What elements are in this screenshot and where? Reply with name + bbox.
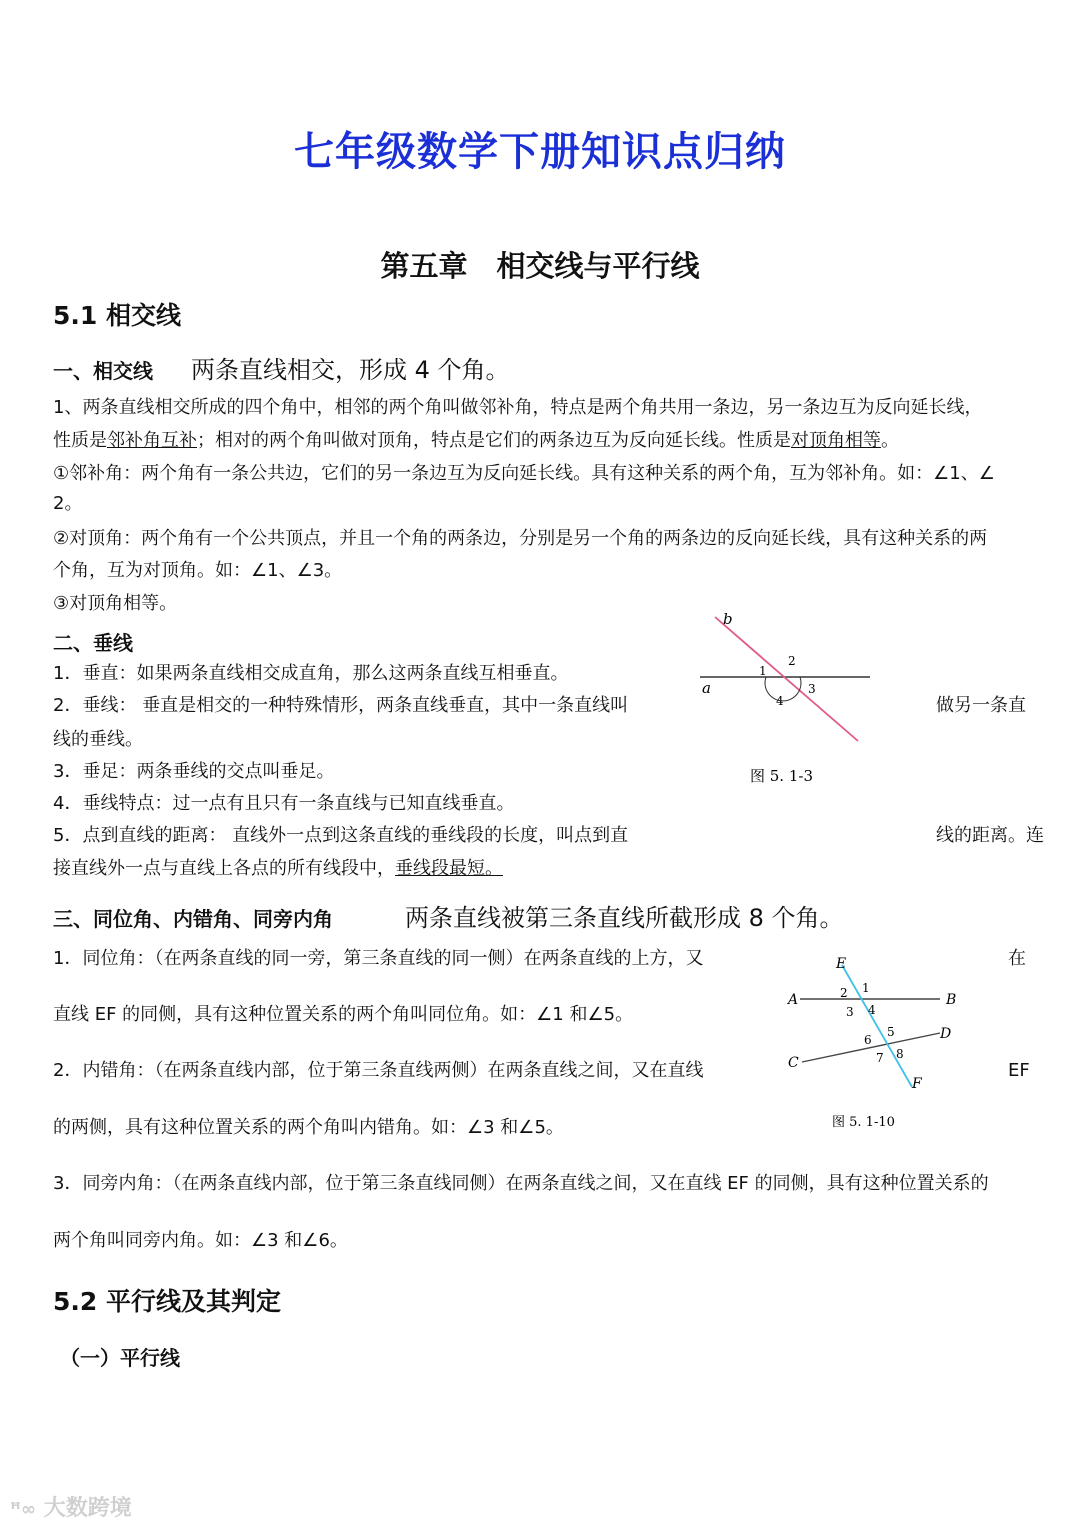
label-angle-1: 1: [759, 664, 767, 678]
figure2-caption: 图 5. 1-10: [832, 1115, 895, 1130]
angle-label-1: 1: [862, 981, 870, 995]
perp-l3: 3．垂足：两条垂线的交点叫垂足。: [53, 761, 335, 782]
label-angle-2: 2: [788, 654, 796, 668]
p1-text-c: ；相对的两个角叫做对顶角，特点是它们的两条边互为反向延长线。性质是: [197, 430, 791, 451]
alt-l2b: EF: [1008, 1060, 1030, 1081]
part3-label: 三、同位角、内错角、同旁内角: [53, 907, 333, 931]
p1-line1: 1、两条直线相交所成的四个角中，相邻的两个角叫做邻补角，特点是两个角共用一条边，另一条边互为反向延长线，: [53, 397, 983, 418]
p2-line2: 2。: [53, 493, 83, 514]
perp-l5c: [53, 858, 503, 880]
p1-line2: [53, 430, 899, 452]
line-ef: [842, 965, 912, 1087]
figure-intersecting-lines: [690, 605, 880, 795]
alt-l2c: 的两侧，具有这种位置关系的两个角叫内错角。如：∠3 和∠5。: [53, 1117, 564, 1138]
angle-label-7: 7: [876, 1051, 884, 1065]
part3-summary: 两条直线被第三条直线所截形成 8 个角。: [405, 904, 844, 932]
perp-l5b: 线的距离。连: [936, 825, 1044, 846]
label-F: F: [912, 1076, 922, 1092]
perp-l4: 4．垂线特点：过一点有且只有一条直线与已知直线垂直。: [53, 793, 515, 814]
perp-l5c-text: 接直线外一点与直线上各点的所有线段中，: [53, 858, 395, 879]
angle-label-2: 2: [840, 986, 848, 1000]
p1-text-a: 性质是: [53, 430, 107, 451]
label-angle-3: 3: [808, 682, 816, 696]
section-5-1-heading: 5.1 相交线: [53, 301, 181, 330]
chapter-heading: 第五章 相交线与平行线: [380, 249, 700, 283]
corr-l1a: 1．同位角：（在两条直线的同一旁，第三条直线的同一侧）在两条直线的上方，又: [53, 948, 704, 969]
perp-l2b: 做另一条直: [936, 695, 1026, 716]
p3-line1: ②对顶角：两个角有一个公共顶点，并且一个角的两条边，分别是另一个角的两条边的反向延长线，具有这种关系的两: [53, 528, 988, 549]
p3-line2: 个角，互为对顶角。如：∠1、∠3。: [53, 560, 343, 581]
cointerior-l3b: 两个角叫同旁内角。如：∠3 和∠6。: [53, 1230, 348, 1251]
label-C: C: [788, 1055, 799, 1071]
label-B: B: [946, 992, 957, 1008]
p2-line1: ①邻补角：两个角有一条公共边，它们的另一条边互为反向延长线。具有这种关系的两个角，互为邻补角。如：∠1、∠: [53, 463, 995, 484]
p1-text-e: 。: [881, 430, 899, 451]
document-title: 七年级数学下册知识点归纳: [294, 129, 786, 175]
corr-l1b: 在: [1008, 948, 1026, 969]
label-a: a: [702, 679, 711, 697]
alt-l2a: 2．内错角：（在两条直线内部，位于第三条直线两侧）在两条直线之间，又在直线: [53, 1060, 704, 1081]
angle-label-8: 8: [896, 1047, 904, 1061]
part1-label: 一、相交线: [53, 359, 153, 383]
part3-heading: [53, 898, 844, 933]
figure-transversal: [780, 950, 970, 1135]
label-angle-4: 4: [776, 694, 784, 708]
part1-heading: [53, 350, 510, 385]
label-D: D: [940, 1026, 952, 1042]
perp-l5a: 5．点到直线的距离： 直线外一点到这条直线的垂线段的长度，叫点到直: [53, 825, 629, 846]
angle-label-5: 5: [887, 1025, 895, 1039]
angle-label-6: 6: [864, 1033, 872, 1047]
property-supplementary: 邻补角互补: [107, 430, 197, 451]
angle-label-3: 3: [846, 1005, 854, 1019]
cointerior-l3a: 3．同旁内角：（在两条直线内部，位于第三条直线同侧）在两条直线之间，又在直线 EF 的同侧，具有这种位置关系的: [53, 1173, 989, 1194]
line-b: [715, 617, 858, 741]
watermark-text: 大数跨境: [43, 1496, 132, 1521]
part2-heading: 二、垂线: [53, 631, 133, 655]
p4-line: ③对顶角相等。: [53, 593, 178, 614]
property-vertical: 对顶角相等: [791, 430, 881, 451]
label-E: E: [836, 956, 847, 972]
section-5-2-heading: 5.2 平行线及其判定: [53, 1287, 281, 1316]
watermark-logo-icon: ꟸ∞: [10, 1499, 37, 1520]
perp-l2c: 线的垂线。: [53, 729, 143, 750]
figure1-caption: 图 5. 1-3: [750, 767, 814, 785]
subsection-parallel: （一）平行线: [60, 1346, 180, 1370]
part1-summary: 两条直线相交，形成 4 个角。: [191, 356, 510, 384]
perp-l1: 1．垂直：如果两条直线相交成直角，那么这两条直线互相垂直。: [53, 663, 569, 684]
shortest-segment: 垂线段最短。: [395, 858, 503, 879]
watermark: [10, 1491, 132, 1522]
corr-l1c: 直线 EF 的同侧，具有这种位置关系的两个角叫同位角。如：∠1 和∠5。: [53, 1004, 634, 1025]
angle-label-4: 4: [868, 1003, 876, 1017]
label-b: b: [723, 610, 733, 628]
label-A: A: [788, 992, 799, 1008]
perp-l2a: 2．垂线： 垂直是相交的一种特殊情形，两条直线垂直，其中一条直线叫: [53, 695, 629, 716]
